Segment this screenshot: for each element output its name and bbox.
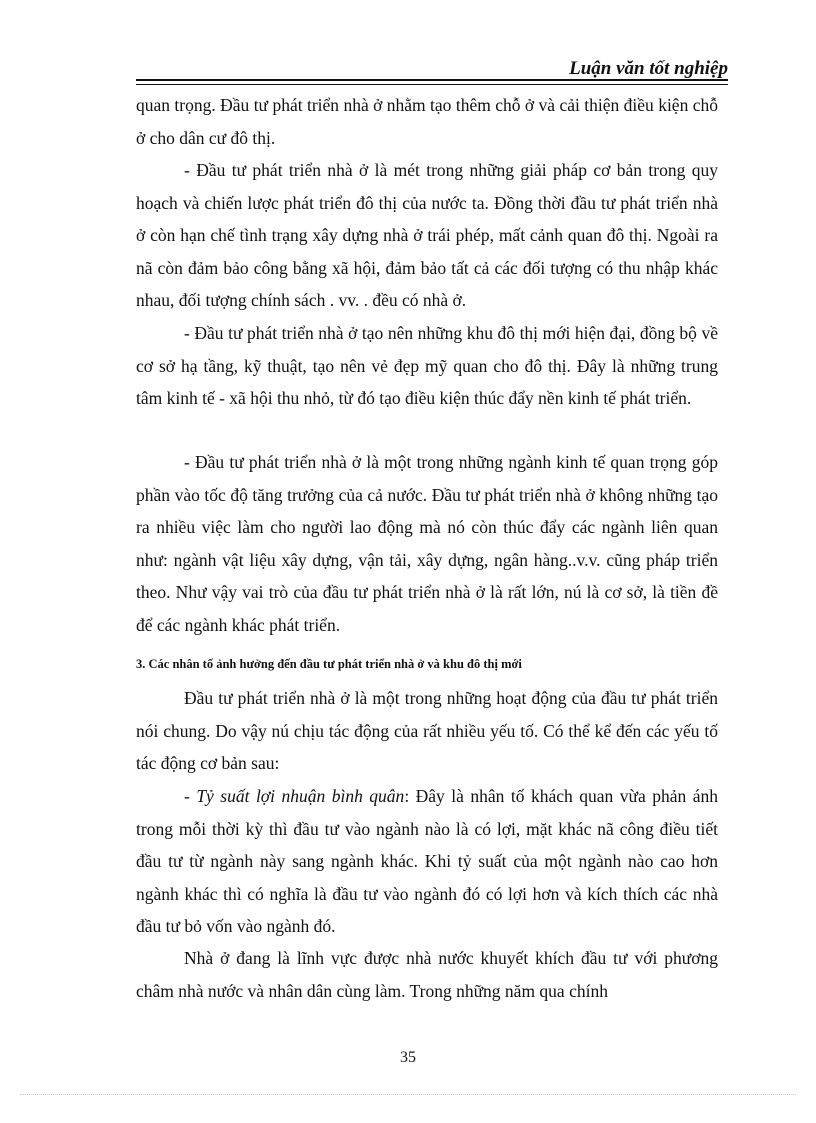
header-rule-thick [136,79,728,81]
factor-dash: - [184,786,197,806]
paragraph-section-intro: Đầu tư phát triển nhà ở là một trong những hoạt động của đầu tư phát triển nói chung. Do vậy nú chịu tác động của rất nhiều yếu tố. Có thể kể đến các yếu tố tác động cơ bản sau: [136,688,718,774]
paragraph-role-planning: - Đầu tư phát triển nhà ở là mét trong những giải pháp cơ bản trong quy hoạch và chiến lược phát triển đô thị của nước ta. Đồng thời đầu tư phát triển nhà ở còn hạn chế tình trạng xây dựng nhà ở trái phép, mất cảnh quan đô thị. Ngoài ra nã còn đảm bảo công bằng xã hội, đảm bảo tất cả các đối tượng có thu nhập khác nhau, đối tượng chính sách . vv. . đều có nhà ở. [136,160,718,311]
header-rule-thin [136,84,728,85]
paragraph-role-urban-areas: - Đầu tư phát triển nhà ở tạo nên những khu đô thị mới hiện đại, đồng bộ về cơ sở hạ tầng, kỹ thuật, tạo nên vẻ đẹp mỹ quan cho đô thị. Đây là những trung tâm kinh tế - xã hội thu nhỏ, từ đó tạo điều kiện thúc đẩy nền kinh tế phát triển. [136,323,718,409]
paragraph-continuation: quan trọng. Đầu tư phát triển nhà ở nhằm tạo thêm chỗ ở và cải thiện điều kiện chỗ ở cho dân cư đô thị. [136,95,718,148]
page-bottom-dotted-border [20,1094,796,1095]
paragraph-factor-profit-rate [136,780,718,943]
paragraph-housing-policy: Nhà ở đang là lĩnh vực được nhà nước khuyết khích đầu tư với phương châm nhà nước và nhân dân cùng làm. Trong những năm qua chính [136,948,718,1001]
paragraph-role-economy: - Đầu tư phát triển nhà ở là một trong những ngành kinh tế quan trọng góp phần vào tốc độ tăng trưởng của cả nước. Đầu tư phát triển nhà ở không những tạo ra nhiều việc làm cho người lao động mà nó còn thúc đẩy các ngành liên quan như: ngành vật liệu xây dựng, vận tải, xây dựng, ngân hàng..v.v. cũng pháp triển theo. Như vậy vai trò của đầu tư phát triển nhà ở là rất lớn, nú là cơ sở, là tiền đề để các ngành khác phát triển. [136,452,718,635]
running-header-title: Luận văn tốt nghiệp [569,58,728,79]
factor-term: Tỷ suất lợi nhuận bình quân [196,786,405,806]
page-number: 35 [400,1049,416,1066]
factor-text: : Đây là nhân tố khách quan vừa phản ánh trong mỗi thời kỳ thì đầu tư vào ngành nào là có lợi, mặt khác nã công điều tiết đầu tư từ ngành này sang ngành khác. Khi tỷ suất của một ngành nào cao hơn ngành khác thì có nghĩa là đầu tư vào ngành đó có lợi hơn và kích thích các nhà đầu tư bỏ vốn vào ngành đó. [136,786,718,937]
section-heading: 3. Các nhân tố ảnh hưởng đến đầu tư phát triển nhà ở và khu đô thị mới [136,657,522,671]
